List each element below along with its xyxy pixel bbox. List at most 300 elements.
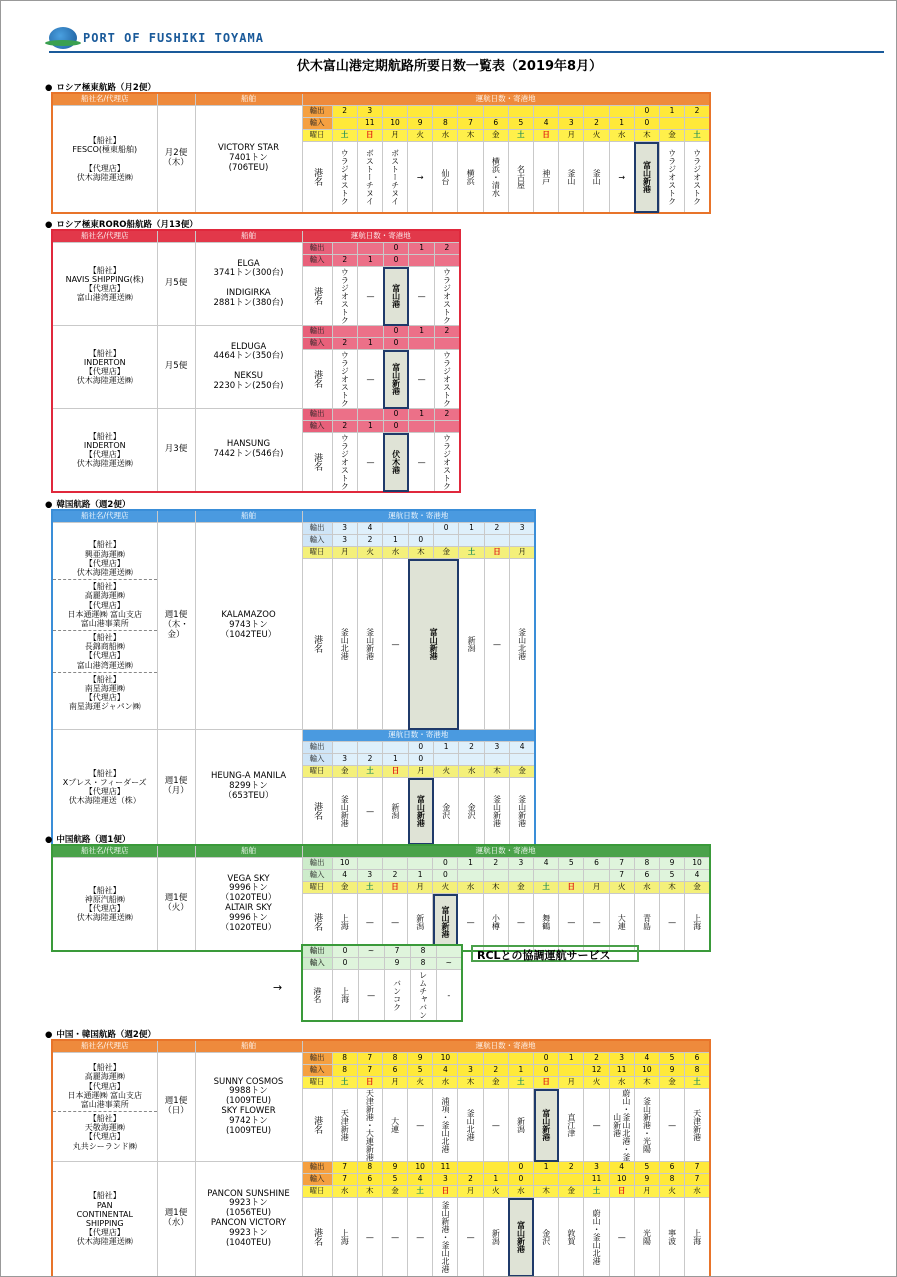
home-port-cell: [634, 142, 659, 214]
agent-group: [53, 1061, 157, 1112]
vessel-line: (1009TEU): [225, 1096, 272, 1107]
port-name: 富山新港: [416, 795, 426, 827]
out-row: [52, 858, 710, 870]
out-days-cell: 3: [609, 1053, 634, 1065]
vessel-line: PANCON SUNSHINE: [207, 1188, 290, 1199]
out-days-cell: [332, 243, 358, 255]
agent-line: 富山港事業所: [80, 618, 129, 628]
vessel-cell: [195, 1162, 302, 1277]
in-days-cell: 2: [584, 118, 609, 130]
out-days-cell: [382, 106, 407, 118]
port-cell: [508, 142, 533, 214]
agent-line: 【船社】: [88, 582, 121, 592]
in-days-cell: [459, 535, 484, 547]
frequency-cell: [157, 523, 195, 730]
weekday-cell: 木: [357, 1186, 382, 1198]
weekday-cell: 土: [508, 130, 533, 142]
in-days-cell: 1: [508, 1065, 533, 1077]
frequency-line: （日）: [163, 1106, 189, 1116]
agent-line: 高麗海運㈱: [84, 1072, 125, 1082]
out-days-cell: 0: [408, 742, 433, 754]
port-label: [302, 778, 332, 846]
port-name: 金沢: [541, 1229, 551, 1245]
out-days-cell: [483, 1053, 508, 1065]
weekday-cell: 火: [408, 130, 433, 142]
in-days-cell: 2: [332, 338, 358, 350]
agent-line: 興亜海運㈱: [84, 549, 125, 559]
out-row: [52, 1162, 710, 1174]
in-label: 輸入: [302, 958, 332, 970]
port-name: ウラジオストク: [692, 149, 702, 205]
logo-text: PORT OF FUSHIKI TOYAMA: [83, 31, 264, 45]
port-name: —: [365, 291, 375, 301]
weekday-cell: 水: [458, 882, 483, 894]
day-label: 曜日: [302, 130, 332, 142]
in-label: 輸入: [302, 1065, 332, 1077]
in-days-cell: 7: [609, 870, 634, 882]
port-name: 伏木港: [391, 450, 401, 474]
out-label: 輸出: [302, 1162, 332, 1174]
out-days-cell: 1: [409, 326, 435, 338]
out-days-cell: 0: [534, 1053, 559, 1065]
in-days-cell: [559, 1174, 584, 1186]
out-days-cell: 6: [584, 858, 609, 870]
port-label-text: 港名: [312, 287, 323, 305]
in-days-cell: [434, 535, 459, 547]
weekday-cell: 日: [357, 130, 382, 142]
in-days-cell: 9: [408, 118, 433, 130]
port-label-text: 港名: [312, 453, 323, 471]
out-days-cell: 7: [357, 1053, 382, 1065]
schedule-table-orange: [51, 92, 711, 214]
vessel-line: （1020TEU）: [220, 893, 277, 904]
vessel-line: 9988トン: [229, 1086, 268, 1097]
out-days-cell: 3: [508, 858, 533, 870]
in-days-cell: [434, 754, 459, 766]
agent-group: [53, 580, 157, 631]
out-days-cell: 4: [534, 858, 559, 870]
port-cell: [559, 894, 584, 952]
frequency-line: 月5便: [164, 361, 188, 372]
port-cell: [382, 142, 407, 214]
out-days-cell: 6: [659, 1162, 684, 1174]
port-name: 浦項・釜山北港: [440, 1097, 450, 1153]
port-cell: [508, 1089, 533, 1162]
port-name: 上海: [340, 1229, 350, 1245]
vessel-line: SUNNY COSMOS: [213, 1076, 284, 1087]
weekday-cell: 水: [634, 882, 659, 894]
port-cell: [483, 894, 508, 952]
out-days-cell: [436, 945, 462, 958]
vessel-line: KALAMAZOO: [221, 610, 276, 621]
port-name: 釜山北港: [340, 628, 350, 660]
agent-line: 【船社】: [88, 1191, 121, 1201]
agent-line: 【船社】: [88, 768, 121, 778]
port-label-text: 港名: [312, 802, 323, 820]
port-name: 釜山: [592, 169, 602, 185]
header-row: [52, 1040, 710, 1053]
in-days-cell: [434, 421, 460, 433]
out-days-cell: [534, 106, 559, 118]
weekday-cell: 水: [685, 1186, 710, 1198]
port-name: —: [592, 917, 602, 927]
out-label: 輸出: [302, 945, 332, 958]
vessel-line: 7401トン: [229, 153, 268, 164]
port-label: [302, 970, 332, 1022]
out-days-cell: 5: [659, 1053, 684, 1065]
home-port-cell: [408, 778, 433, 846]
agent-group: [53, 347, 157, 388]
port-cell: [685, 1198, 710, 1277]
vessel-line: 9923トン: [229, 1198, 268, 1209]
in-days-cell: [458, 870, 483, 882]
in-days-cell: 3: [357, 870, 382, 882]
vessel-cell: [195, 1053, 302, 1162]
in-days-cell: 0: [408, 535, 433, 547]
schedule-table-orange: [51, 1039, 711, 1277]
agent-line: 【代理店】: [84, 651, 125, 661]
port-cell: [433, 1089, 458, 1162]
in-days-cell: [659, 118, 684, 130]
port-label-text: 港名: [312, 1228, 323, 1246]
out-row: [52, 409, 460, 421]
agent-line: 【代理店】: [84, 787, 125, 796]
out-days-cell: [458, 1162, 483, 1174]
in-days-cell: ~: [436, 958, 462, 970]
port-name: 寧波: [667, 1229, 677, 1245]
in-days-cell: 2: [357, 754, 382, 766]
out-days-cell: 0: [383, 326, 409, 338]
weekday-cell: 木: [484, 766, 509, 778]
in-days-cell: 4: [534, 118, 559, 130]
agent-line: 伏木海陸運送（株）: [68, 796, 141, 806]
agent-line: 丸共シーランド㈱: [72, 1141, 137, 1151]
vessel-line: (1040TEU): [225, 1237, 272, 1248]
agent-cell: [52, 730, 157, 846]
out-days-cell: 6: [685, 1053, 710, 1065]
home-port-cell: [508, 1198, 533, 1277]
schedule-table-green: [51, 844, 711, 952]
port-cell: [483, 142, 508, 214]
weekday-cell: 土: [685, 1077, 710, 1089]
column-header-vessel: 船舶: [195, 845, 302, 858]
agent-group: [53, 631, 157, 673]
port-cell: [332, 433, 358, 493]
port-cell: [484, 778, 509, 846]
vessel-line: PANCON VICTORY: [210, 1218, 287, 1228]
header-divider: [49, 51, 884, 53]
port-name: 釜山新港: [517, 795, 527, 827]
port-name: 釜山新港: [340, 795, 350, 827]
out-days-cell: 2: [332, 106, 357, 118]
out-days-cell: 1: [409, 409, 435, 421]
weekday-cell: 月: [382, 1077, 407, 1089]
port-cell: [458, 894, 483, 952]
port-cell: [559, 1089, 584, 1162]
port-cell: [357, 142, 382, 214]
out-days-cell: [609, 106, 634, 118]
out-days-cell: [383, 523, 408, 535]
weekday-cell: 土: [459, 547, 484, 559]
in-days-cell: 5: [659, 870, 684, 882]
vessel-line: 9996トン: [229, 883, 268, 894]
port-name: 釜山北港: [466, 1109, 476, 1141]
agent-line: 【代理店】: [84, 450, 125, 459]
vessel-line: VEGA SKY: [227, 873, 270, 884]
vessel-line: ALTAIR SKY: [225, 903, 272, 913]
weekday-cell: 金: [434, 547, 459, 559]
port-name: 富山新港: [440, 906, 450, 938]
port-name: 敦賀: [566, 1229, 576, 1245]
agent-line: 富山港事業所: [80, 1099, 129, 1109]
in-days-cell: 6: [382, 1065, 407, 1077]
vessel-line: 9996トン: [229, 912, 268, 923]
port-name: —: [365, 1232, 375, 1242]
column-header-schedule: 運航日数・寄港地: [302, 93, 710, 106]
agent-line: 伏木海陸運送㈱: [76, 459, 133, 469]
out-days-cell: 4: [634, 1053, 659, 1065]
out-days-cell: 8: [634, 858, 659, 870]
port-cell: [408, 1198, 433, 1277]
column-header-vessel: 船舶: [195, 510, 302, 523]
agent-cell: [52, 243, 157, 326]
weekday-cell: 火: [584, 130, 609, 142]
out-days-cell: 9: [382, 1162, 407, 1174]
out-days-cell: 5: [559, 858, 584, 870]
in-days-cell: [559, 870, 584, 882]
out-days-cell: 7: [609, 858, 634, 870]
weekday-cell: 木: [483, 882, 508, 894]
vessel-line: 9923トン: [229, 1227, 268, 1238]
port-cell: [332, 142, 357, 214]
in-days-cell: 4: [408, 1174, 433, 1186]
weekday-cell: 金: [382, 1186, 407, 1198]
agent-line: 【船社】: [88, 1063, 121, 1073]
in-days-cell: 11: [584, 1174, 609, 1186]
out-days-cell: 0: [383, 409, 409, 421]
out-days-cell: 2: [559, 1162, 584, 1174]
agent-line: 伏木海陸運送㈱: [76, 567, 133, 577]
port-cell: [408, 142, 433, 214]
in-label: 輸入: [302, 870, 332, 882]
out-days-cell: [408, 858, 433, 870]
agent-line: 【代理店】: [84, 558, 125, 568]
out-days-cell: [408, 523, 433, 535]
agent-group: [53, 134, 157, 184]
agent-line: 【船社】: [88, 540, 121, 550]
out-days-cell: 0: [433, 858, 458, 870]
port-cell: [534, 1198, 559, 1277]
agent-line: PAN: [96, 1200, 113, 1210]
section-title: ● ロシア極東航路（月2便）: [45, 81, 156, 93]
in-days-cell: 8: [433, 118, 458, 130]
frequency-line: （月）: [163, 786, 189, 796]
out-days-cell: 0: [634, 106, 659, 118]
out-days-cell: 2: [483, 858, 508, 870]
agent-line: 高麗海運㈱: [84, 591, 125, 601]
port-cell: [357, 894, 382, 952]
out-days-cell: 0: [332, 945, 358, 958]
frequency-line: （木）: [163, 158, 189, 168]
agent-line: CONTINENTAL: [76, 1209, 133, 1219]
in-days-cell: 9: [634, 1174, 659, 1186]
port-cell: [659, 142, 684, 214]
out-label: 輸出: [302, 1053, 332, 1065]
port-name: —: [466, 917, 476, 927]
out-days-cell: 9: [659, 858, 684, 870]
weekday-cell: 金: [659, 1077, 684, 1089]
port-name: —: [417, 374, 427, 384]
vessel-cell: [195, 858, 302, 952]
section-title: ● 中国・韓国航路（週2便）: [45, 1028, 156, 1040]
out-days-cell: 4: [609, 1162, 634, 1174]
out-days-cell: 8: [357, 1162, 382, 1174]
out-row: [52, 326, 460, 338]
weekday-cell: 日: [383, 766, 408, 778]
port-name: 上海: [340, 914, 350, 930]
agent-line: 伏木海陸運送㈱: [76, 913, 133, 923]
agent-cell: [52, 1162, 157, 1277]
vessel-line: SKY FLOWER: [221, 1106, 276, 1116]
out-days-cell: [383, 742, 408, 754]
agent-line: INDERTON: [83, 440, 126, 450]
in-label: 輸入: [302, 1174, 332, 1186]
port-cell: [410, 970, 436, 1022]
port-name: 天津新港: [692, 1109, 702, 1141]
in-days-cell: [358, 958, 384, 970]
weekday-cell: 金: [332, 766, 357, 778]
port-name: ボストーチヌイ: [365, 149, 375, 205]
port-cell: [508, 894, 533, 952]
vessel-line: 9742トン: [229, 1115, 268, 1126]
vessel-line: ELDUGA: [230, 341, 267, 352]
column-header-schedule: 運航日数・寄港地: [302, 845, 710, 858]
out-days-cell: 10: [408, 1162, 433, 1174]
port-cell: [409, 350, 435, 409]
out-days-cell: 10: [332, 858, 357, 870]
port-label: [302, 142, 332, 214]
in-days-cell: [484, 535, 509, 547]
out-days-cell: 1: [659, 106, 684, 118]
port-label: [302, 267, 332, 326]
agent-line: 【代理店】: [84, 1228, 125, 1238]
port-name: ウラジオストク: [340, 351, 350, 407]
agent-cell: [52, 106, 157, 214]
out-row: [52, 243, 460, 255]
out-days-cell: [332, 326, 358, 338]
vessel-line: （1042TEU）: [220, 629, 277, 640]
port-cell: [433, 142, 458, 214]
vessel-line: (1009TEU): [225, 1125, 272, 1136]
port-row: [302, 970, 462, 1022]
weekday-cell: 月: [458, 1186, 483, 1198]
frequency-line: 週1便: [164, 1208, 188, 1219]
weekday-cell: 火: [357, 547, 382, 559]
service-note: RCLとの協調運航サービス: [471, 945, 639, 962]
agent-group: [53, 1112, 157, 1153]
vessel-line: ELGA: [237, 258, 260, 269]
agent-cell: [52, 858, 157, 952]
day-label: 曜日: [302, 547, 332, 559]
port-label-text: 港名: [312, 987, 322, 1003]
weekday-cell: 火: [609, 882, 634, 894]
out-days-cell: 0: [434, 523, 459, 535]
port-name: ウラジオストク: [340, 434, 350, 490]
port-name: 上海: [692, 1229, 702, 1245]
port-name: 仙台: [440, 169, 450, 185]
vessel-line: 2230トン(250台): [213, 380, 284, 391]
agent-cell: [52, 523, 157, 730]
port-cell: [634, 894, 659, 952]
out-row: [52, 1053, 710, 1065]
in-days-cell: 7: [458, 118, 483, 130]
out-days-cell: 9: [408, 1053, 433, 1065]
weekday-cell: 木: [634, 1077, 659, 1089]
in-label: 輸入: [302, 535, 332, 547]
port-cell: [433, 1198, 458, 1277]
port-label: [302, 559, 332, 730]
in-days-cell: [685, 118, 710, 130]
weekday-cell: 金: [483, 130, 508, 142]
header-row: [52, 93, 710, 106]
port-name: —: [365, 457, 375, 467]
vessel-line: VICTORY STAR: [217, 143, 280, 154]
port-cell: [332, 267, 358, 326]
port-cell: [484, 559, 509, 730]
weekday-cell: 金: [659, 130, 684, 142]
agent-line: 【船社】: [88, 136, 121, 146]
vessel-cell: [195, 106, 302, 214]
port-name: →: [617, 172, 627, 182]
out-days-cell: 2: [459, 742, 484, 754]
port-cell: [332, 350, 358, 409]
vessel-line: HEUNG-A MANILA: [210, 771, 287, 782]
out-days-cell: [358, 243, 384, 255]
agent-group: [53, 673, 157, 714]
out-days-cell: 0: [508, 1162, 533, 1174]
port-cell: [584, 1198, 609, 1277]
port-cell: [685, 894, 710, 952]
out-row: [52, 106, 710, 118]
agent-line: 【代理店】: [84, 600, 125, 610]
port-cell: [609, 142, 634, 214]
agent-line: 天敬海運㈱: [84, 1123, 125, 1133]
agent-line: 【船社】: [88, 1114, 121, 1124]
out-days-cell: [508, 106, 533, 118]
column-header-agent: 船社名/代理店: [52, 845, 157, 858]
section-title: ● ロシア極東RORO船航路（月13便）: [45, 218, 198, 230]
port-name: —: [365, 806, 375, 816]
agent-line: 【代理店】: [84, 284, 125, 293]
out-days-cell: 8: [410, 945, 436, 958]
agent-line: 長錦商船㈱: [84, 642, 125, 652]
frequency-line: 週1便: [164, 610, 188, 621]
port-label: [302, 894, 332, 952]
header-row: [52, 230, 460, 243]
weekday-cell: 木: [634, 130, 659, 142]
home-port-cell: [433, 894, 458, 952]
out-days-cell: 3: [357, 106, 382, 118]
port-name: 天津新港・大連新港: [365, 1089, 375, 1161]
in-days-cell: 2: [483, 1065, 508, 1077]
in-days-cell: 9: [384, 958, 410, 970]
out-days-cell: 1: [559, 1053, 584, 1065]
weekday-cell: 土: [357, 882, 382, 894]
out-days-cell: 7: [384, 945, 410, 958]
in-days-cell: [409, 421, 435, 433]
weekday-cell: 月: [559, 1077, 584, 1089]
in-days-cell: 1: [383, 535, 408, 547]
